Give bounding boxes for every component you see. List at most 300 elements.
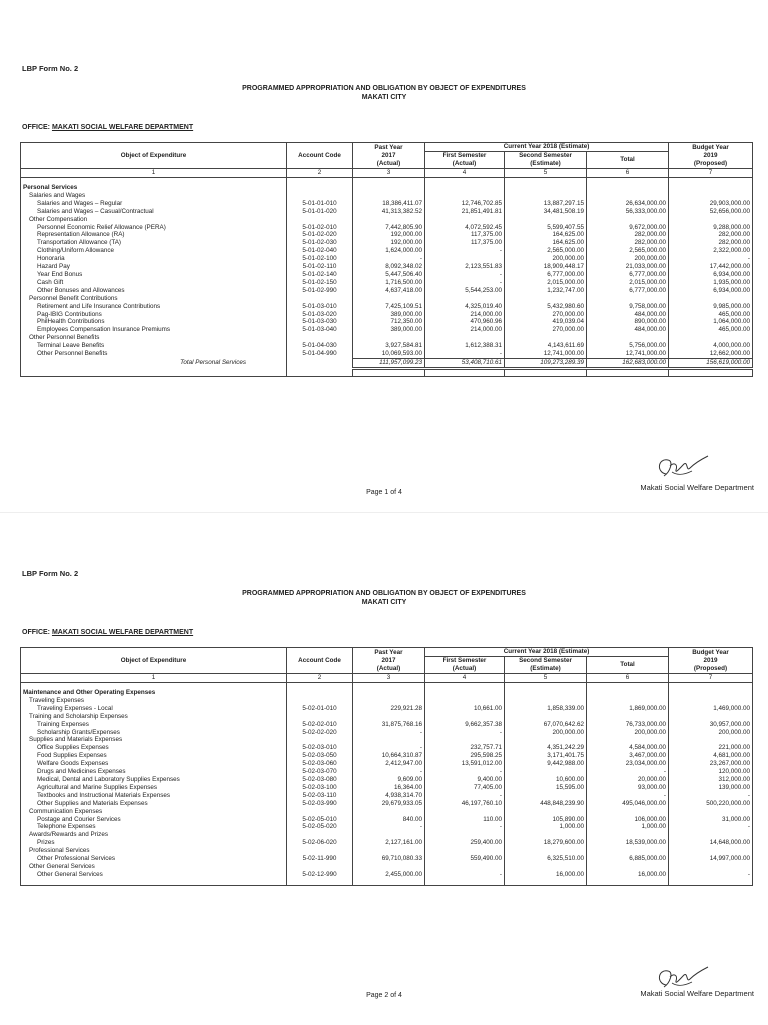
past-year-value: 389,000.00: [353, 311, 425, 319]
total-value: [587, 808, 669, 816]
table-row: [21, 839, 753, 847]
past-year-value: 389,000.00: [353, 326, 425, 334]
account-code: 5-01-02-990: [287, 287, 353, 295]
document-title: PROGRAMMED APPROPRIATION AND OBLIGATION BY OBJECT OF EXPENDITURES: [242, 590, 526, 597]
account-code: [287, 334, 353, 342]
table-row: [21, 326, 753, 334]
office-line: [22, 124, 193, 131]
table-row: [21, 729, 753, 737]
account-code: 5-02-03-100: [287, 784, 353, 792]
budget-year-value: 120,000.00: [669, 768, 753, 776]
total-value: 16,000.00: [587, 871, 669, 879]
account-code: [287, 831, 353, 839]
first-semester-value: 232,757.71: [425, 744, 505, 752]
past-year-value: 16,364.00: [353, 784, 425, 792]
budget-year-value: 500,220,000.00: [669, 800, 753, 808]
table-row: [21, 760, 753, 768]
budget-year-value: 282,000.00: [669, 231, 753, 239]
second-semester-value: 448,848,239.90: [505, 800, 587, 808]
past-year-value: [353, 334, 425, 342]
past-year-value: 10,069,593.00: [353, 350, 425, 358]
first-semester-value: 559,490.00: [425, 855, 505, 863]
total-value: 200,000.00: [587, 729, 669, 737]
row-label: Other Personnel Benefits: [21, 334, 287, 342]
past-year-value: [353, 697, 425, 705]
account-code: 5-02-05-010: [287, 816, 353, 824]
table-row: [21, 847, 753, 855]
first-semester-value: 5,544,253.00: [425, 287, 505, 295]
second-semester-value: [505, 697, 587, 705]
first-semester-value: [425, 216, 505, 224]
budget-year-value: 1,935,000.00: [669, 279, 753, 287]
row-label: Other General Services: [21, 863, 287, 871]
account-code: [287, 192, 353, 200]
account-code: 5-01-03-030: [287, 318, 353, 326]
row-label: Communication Expenses: [21, 808, 287, 816]
past-year-value: 31,875,768.16: [353, 721, 425, 729]
column-number: 1: [21, 169, 287, 178]
document-page-2: [0, 512, 768, 1025]
column-number: 2: [287, 169, 353, 178]
past-year-value: [353, 216, 425, 224]
total-value: [587, 736, 669, 744]
budget-year-value: 156,619,000.00: [669, 358, 753, 368]
table-row: [21, 192, 753, 200]
budget-year-value: [669, 689, 753, 697]
header-first-semester: First Semester (Actual): [425, 657, 505, 674]
table-row: [21, 295, 753, 303]
account-code: 5-01-01-020: [287, 208, 353, 216]
past-year-value: 8,092,348.02: [353, 263, 425, 271]
header-object: Object of Expenditure: [21, 143, 287, 169]
total-value: 2,015,000.00: [587, 279, 669, 287]
column-number: 6: [587, 674, 669, 683]
first-semester-value: [425, 295, 505, 303]
past-year-value: 192,000.00: [353, 239, 425, 247]
table-row: [21, 784, 753, 792]
row-label: Clothing/Uniform Allowance: [21, 247, 287, 255]
table-row: [21, 200, 753, 208]
column-number: 3: [353, 169, 425, 178]
page-number: Page 1 of 4: [366, 489, 402, 496]
first-semester-value: [425, 334, 505, 342]
past-year-value: 7,425,109.51: [353, 303, 425, 311]
budget-year-value: [669, 863, 753, 871]
row-label: Training Expenses: [21, 721, 287, 729]
second-semester-value: 270,000.00: [505, 311, 587, 319]
table-row: [21, 279, 753, 287]
past-year-value: 2,455,000.00: [353, 871, 425, 879]
row-label: Postage and Courier Services: [21, 816, 287, 824]
budget-year-value: [669, 334, 753, 342]
second-semester-value: 9,442,988.00: [505, 760, 587, 768]
row-label: Salaries and Wages – Casual/Contractual: [21, 208, 287, 216]
row-label: Training and Scholarship Expenses: [21, 713, 287, 721]
second-semester-value: 2,015,000.00: [505, 279, 587, 287]
second-semester-value: 419,039.04: [505, 318, 587, 326]
budget-year-value: 465,000.00: [669, 326, 753, 334]
account-code: 5-02-03-080: [287, 776, 353, 784]
past-year-value: [353, 863, 425, 871]
total-value: 484,000.00: [587, 311, 669, 319]
budget-year-value: [669, 184, 753, 192]
header-past-year: Past Year 2017 (Actual): [353, 143, 425, 169]
table-row: [21, 287, 753, 295]
first-semester-value: 21,851,491.81: [425, 208, 505, 216]
table-row: [21, 871, 753, 879]
past-year-value: [353, 713, 425, 721]
header-first-semester: First Semester (Actual): [425, 152, 505, 169]
document-subtitle: MAKATI CITY: [361, 94, 407, 101]
second-semester-value: [505, 768, 587, 776]
header-current-year: Current Year 2018 (Estimate): [425, 143, 669, 152]
total-value: [587, 295, 669, 303]
page-number: Page 2 of 4: [366, 992, 402, 999]
first-semester-value: [425, 255, 505, 263]
total-value: 26,634,000.00: [587, 200, 669, 208]
second-semester-value: 164,625.00: [505, 231, 587, 239]
header-total: Total: [587, 152, 669, 169]
table-row: [21, 239, 753, 247]
second-semester-value: 270,000.00: [505, 326, 587, 334]
document-subtitle: MAKATI CITY: [361, 599, 407, 606]
table-row: [21, 224, 753, 232]
second-semester-value: 1,858,339.00: [505, 705, 587, 713]
total-value: 282,000.00: [587, 239, 669, 247]
table-row: [21, 271, 753, 279]
table-row: [21, 863, 753, 871]
past-year-value: -: [353, 255, 425, 263]
table-row: [21, 263, 753, 271]
budget-year-value: -: [669, 255, 753, 263]
total-value: 5,756,000.00: [587, 342, 669, 350]
budget-year-value: [669, 192, 753, 200]
row-label: Traveling Expenses - Local: [21, 705, 287, 713]
first-semester-value: 214,000.00: [425, 311, 505, 319]
total-value: [587, 216, 669, 224]
total-value: 282,000.00: [587, 231, 669, 239]
account-code: 5-01-04-990: [287, 350, 353, 358]
budget-year-value: 12,662,000.00: [669, 350, 753, 358]
total-value: -: [587, 768, 669, 776]
second-semester-value: 10,600.00: [505, 776, 587, 784]
form-number: LBP Form No. 2: [22, 569, 79, 578]
row-label: Agricultural and Marine Supplies Expenses: [21, 784, 287, 792]
budget-year-value: 6,934,000.00: [669, 287, 753, 295]
budget-year-value: 1,064,000.00: [669, 318, 753, 326]
budget-year-value: 9,288,000.00: [669, 224, 753, 232]
table-row: [21, 768, 753, 776]
signature: [652, 452, 714, 487]
past-year-value: 1,624,000.00: [353, 247, 425, 255]
second-semester-value: [505, 847, 587, 855]
table-row: [21, 231, 753, 239]
account-code: [287, 736, 353, 744]
total-value: 495,046,000.00: [587, 800, 669, 808]
past-year-value: 111,957,099.23: [353, 358, 425, 368]
account-code: 5-02-05-020: [287, 823, 353, 831]
second-semester-value: 200,000.00: [505, 729, 587, 737]
budget-year-value: [669, 808, 753, 816]
first-semester-value: 12,746,702.85: [425, 200, 505, 208]
table-row: [21, 823, 753, 831]
account-code: 5-01-02-150: [287, 279, 353, 287]
total-value: [587, 184, 669, 192]
table-row: [21, 358, 753, 368]
account-code: 5-02-03-070: [287, 768, 353, 776]
table-row: [21, 350, 753, 358]
first-semester-value: 53,408,710.61: [425, 358, 505, 368]
table-row: [21, 816, 753, 824]
past-year-value: [353, 192, 425, 200]
total-value: 484,000.00: [587, 326, 669, 334]
budget-year-value: 17,442,000.00: [669, 263, 753, 271]
table-row: [21, 247, 753, 255]
second-semester-value: 109,273,289.39: [505, 358, 587, 368]
budget-year-value: 1,469,000.00: [669, 705, 753, 713]
table-row: [21, 855, 753, 863]
row-label: Salaries and Wages – Regular: [21, 200, 287, 208]
total-value: 4,584,000.00: [587, 744, 669, 752]
budget-year-value: 2,322,000.00: [669, 247, 753, 255]
first-semester-value: 9,662,357.38: [425, 721, 505, 729]
row-label: Maintenance and Other Operating Expenses: [21, 689, 287, 697]
past-year-value: 712,350.00: [353, 318, 425, 326]
budget-year-value: -: [669, 792, 753, 800]
budget-year-value: [669, 736, 753, 744]
first-semester-value: -: [425, 729, 505, 737]
second-semester-value: [505, 808, 587, 816]
second-semester-value: 1,232,747.00: [505, 287, 587, 295]
first-semester-value: 117,375.00: [425, 231, 505, 239]
account-code: [287, 713, 353, 721]
first-semester-value: -: [425, 350, 505, 358]
row-label: Traveling Expenses: [21, 697, 287, 705]
total-value: 6,777,000.00: [587, 271, 669, 279]
budget-year-value: 465,000.00: [669, 311, 753, 319]
row-label: Hazard Pay: [21, 263, 287, 271]
budget-year-value: 4,000,000.00: [669, 342, 753, 350]
account-code: 5-02-12-990: [287, 871, 353, 879]
second-semester-value: 5,432,980.60: [505, 303, 587, 311]
second-semester-value: 1,000.00: [505, 823, 587, 831]
table-row: [21, 318, 753, 326]
row-label: Other Personnel Benefits: [21, 350, 287, 358]
second-semester-value: [505, 713, 587, 721]
past-year-value: 4,938,314.70: [353, 792, 425, 800]
office-label: OFFICE:: [22, 124, 50, 131]
past-year-value: -: [353, 768, 425, 776]
first-semester-value: [425, 831, 505, 839]
past-year-value: -: [353, 823, 425, 831]
header-current-year: Current Year 2018 (Estimate): [425, 648, 669, 657]
table-row: [21, 697, 753, 705]
column-number: 4: [425, 674, 505, 683]
account-code: 5-01-02-020: [287, 231, 353, 239]
past-year-value: 10,664,310.87: [353, 752, 425, 760]
header-second-semester: Second Semester (Estimate): [505, 657, 587, 674]
second-semester-value: [505, 689, 587, 697]
past-year-value: 2,127,161.00: [353, 839, 425, 847]
past-year-value: 41,313,382.52: [353, 208, 425, 216]
account-code: [287, 358, 353, 368]
second-semester-value: 34,481,508.19: [505, 208, 587, 216]
first-semester-value: 13,591,012.00: [425, 760, 505, 768]
total-value: [587, 697, 669, 705]
row-label: Salaries and Wages: [21, 192, 287, 200]
table-row: [21, 255, 753, 263]
row-label: Office Supplies Expenses: [21, 744, 287, 752]
row-label: Cash Gift: [21, 279, 287, 287]
budget-year-value: 200,000.00: [669, 729, 753, 737]
budget-year-value: 4,681,000.00: [669, 752, 753, 760]
second-semester-value: [505, 792, 587, 800]
first-semester-value: [425, 192, 505, 200]
row-label: Other Bonuses and Allowances: [21, 287, 287, 295]
row-label: Telephone Expenses: [21, 823, 287, 831]
table-row: [21, 689, 753, 697]
budget-year-value: 14,648,000.00: [669, 839, 753, 847]
account-code: [287, 863, 353, 871]
first-semester-value: [425, 713, 505, 721]
second-semester-value: 6,325,510.00: [505, 855, 587, 863]
account-code: 5-02-03-990: [287, 800, 353, 808]
document-title: PROGRAMMED APPROPRIATION AND OBLIGATION BY OBJECT OF EXPENDITURES: [242, 85, 526, 92]
row-label: Textbooks and Instructional Materials Expenses: [21, 792, 287, 800]
first-semester-value: 9,400.00: [425, 776, 505, 784]
first-semester-value: 110.00: [425, 816, 505, 824]
account-code: 5-01-02-100: [287, 255, 353, 263]
second-semester-value: [505, 192, 587, 200]
second-semester-value: [505, 216, 587, 224]
first-semester-value: 46,197,760.10: [425, 800, 505, 808]
total-value: 200,000.00: [587, 255, 669, 263]
budget-year-value: [669, 295, 753, 303]
past-year-value: 3,927,584.81: [353, 342, 425, 350]
account-code: 5-02-02-010: [287, 721, 353, 729]
past-year-value: 2,412,947.00: [353, 760, 425, 768]
column-number: 7: [669, 169, 753, 178]
table-row: [21, 303, 753, 311]
row-label: Other Supplies and Materials Expenses: [21, 800, 287, 808]
past-year-value: 229,921.28: [353, 705, 425, 713]
column-number: 3: [353, 674, 425, 683]
table-row: [21, 705, 753, 713]
total-value: 56,333,000.00: [587, 208, 669, 216]
row-label: Prizes: [21, 839, 287, 847]
column-number: 6: [587, 169, 669, 178]
past-year-value: 7,442,805.90: [353, 224, 425, 232]
first-semester-value: 295,598.25: [425, 752, 505, 760]
account-code: 5-01-01-010: [287, 200, 353, 208]
first-semester-value: [425, 697, 505, 705]
account-code: 5-01-02-040: [287, 247, 353, 255]
budget-year-value: 29,903,000.00: [669, 200, 753, 208]
department-footer: Makati Social Welfare Department: [640, 483, 754, 492]
column-number: 5: [505, 674, 587, 683]
table-row: [21, 800, 753, 808]
past-year-value: [353, 831, 425, 839]
account-code: 5-01-04-030: [287, 342, 353, 350]
first-semester-value: -: [425, 247, 505, 255]
account-code: 5-02-03-060: [287, 760, 353, 768]
column-number: 2: [287, 674, 353, 683]
total-value: 6,885,000.00: [587, 855, 669, 863]
second-semester-value: 18,279,600.00: [505, 839, 587, 847]
second-semester-value: [505, 334, 587, 342]
first-semester-value: [425, 736, 505, 744]
header-account-code: Account Code: [287, 143, 353, 169]
header-budget-year: Budget Year 2019 (Proposed): [669, 648, 753, 674]
account-code: [287, 295, 353, 303]
second-semester-value: 15,595.00: [505, 784, 587, 792]
first-semester-value: 117,375.00: [425, 239, 505, 247]
account-code: 5-01-03-040: [287, 326, 353, 334]
second-semester-value: 164,625.00: [505, 239, 587, 247]
table-row: [21, 342, 753, 350]
table-row: [21, 744, 753, 752]
second-semester-value: [505, 863, 587, 871]
total-value: [587, 863, 669, 871]
past-year-value: -: [353, 729, 425, 737]
total-value: 9,672,000.00: [587, 224, 669, 232]
budget-year-value: [669, 216, 753, 224]
account-code: 5-01-02-110: [287, 263, 353, 271]
account-code: 5-01-02-140: [287, 271, 353, 279]
account-code: 5-01-02-010: [287, 224, 353, 232]
second-semester-value: 200,000.00: [505, 255, 587, 263]
past-year-value: 840.00: [353, 816, 425, 824]
budget-year-value: 312,000.00: [669, 776, 753, 784]
total-value: [587, 847, 669, 855]
table-row: [21, 334, 753, 342]
account-code: 5-01-02-030: [287, 239, 353, 247]
account-code: 5-02-06-020: [287, 839, 353, 847]
account-code: 5-02-03-110: [287, 792, 353, 800]
total-value: 890,000.00: [587, 318, 669, 326]
total-value: 76,733,000.00: [587, 721, 669, 729]
second-semester-value: 13,887,297.15: [505, 200, 587, 208]
column-number: 1: [21, 674, 287, 683]
first-semester-value: 4,072,592.45: [425, 224, 505, 232]
table-row: [21, 776, 753, 784]
past-year-value: [353, 184, 425, 192]
past-year-value: [353, 808, 425, 816]
account-code: [287, 216, 353, 224]
row-label: Total Personal Services: [21, 358, 287, 368]
account-code: 5-02-11-990: [287, 855, 353, 863]
budget-year-value: 52,656,000.00: [669, 208, 753, 216]
past-year-value: -: [353, 744, 425, 752]
first-semester-value: 77,405.00: [425, 784, 505, 792]
row-label: Scholarship Grants/Expenses: [21, 729, 287, 737]
row-label: Representation Allowance (RA): [21, 231, 287, 239]
first-semester-value: 259,400.00: [425, 839, 505, 847]
row-label: Personnel Economic Relief Allowance (PERA): [21, 224, 287, 232]
column-number: 4: [425, 169, 505, 178]
budget-year-value: 23,267,000.00: [669, 760, 753, 768]
total-value: 23,034,000.00: [587, 760, 669, 768]
total-value: [587, 334, 669, 342]
budget-year-value: 30,957,000.00: [669, 721, 753, 729]
row-label: Food Supplies Expenses: [21, 752, 287, 760]
account-code: 5-01-03-010: [287, 303, 353, 311]
second-semester-value: [505, 184, 587, 192]
row-label: Personal Services: [21, 184, 287, 192]
row-label: Medical, Dental and Laboratory Supplies Expenses: [21, 776, 287, 784]
account-code: [287, 847, 353, 855]
account-code: [287, 689, 353, 697]
